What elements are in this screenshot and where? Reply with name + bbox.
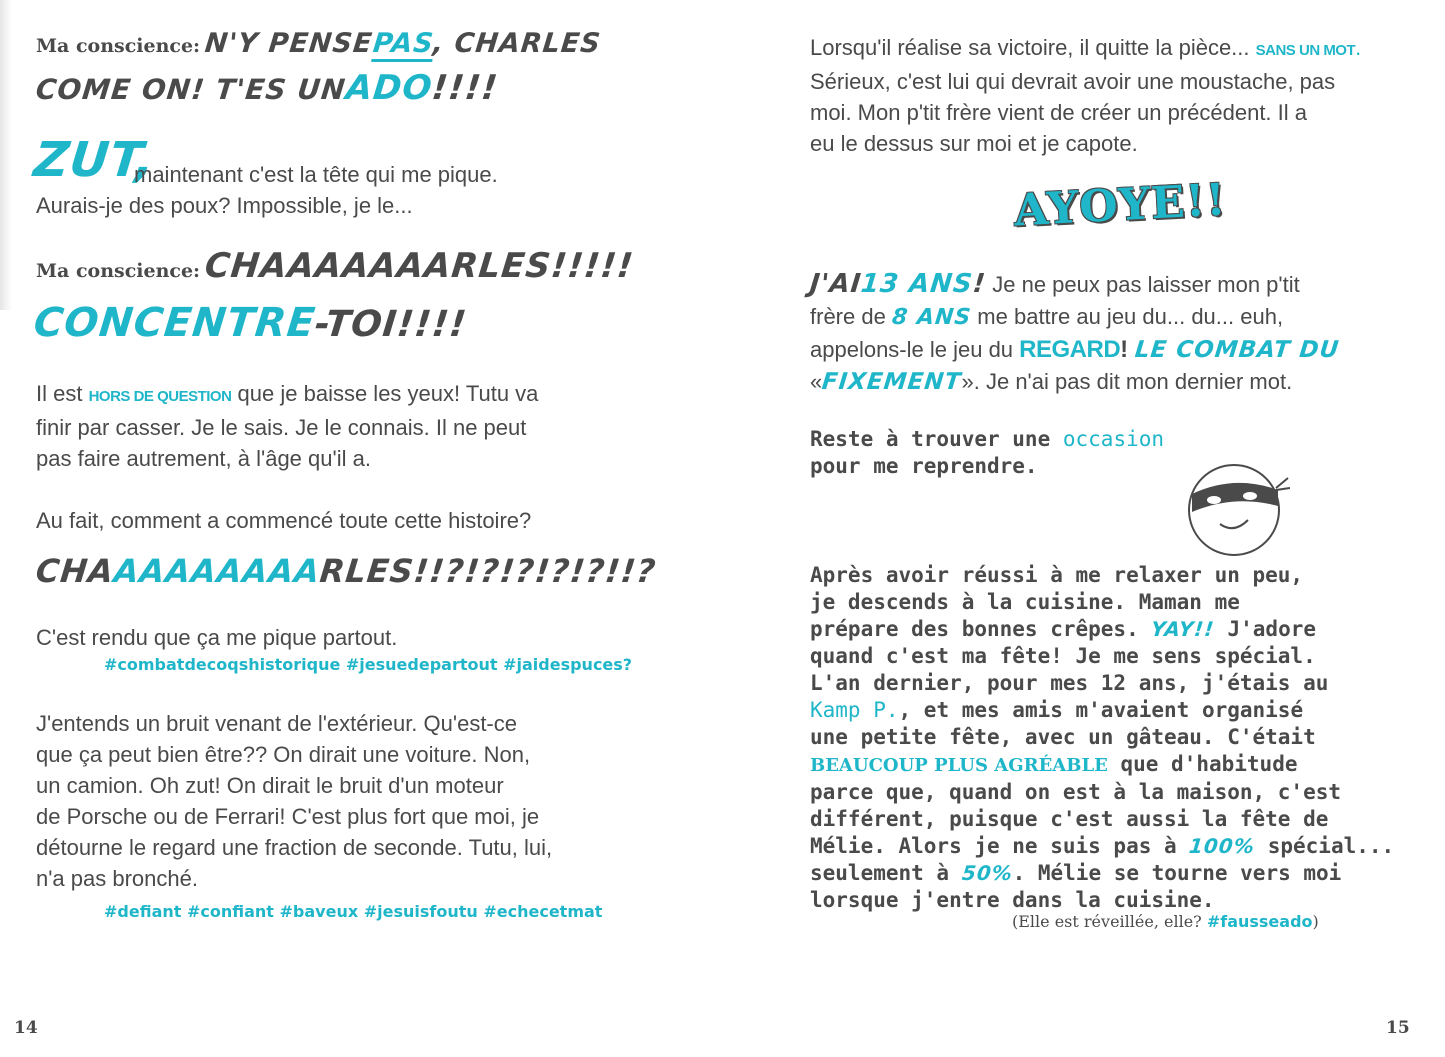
paragraph-2: Au fait, comment a commencé toute cette histoire?: [36, 508, 532, 533]
paragraph-1: Il est HORS DE QUESTION que je baisse les yeux! Tutu va finir par casser. Je le sais. Je le connais. Il ne peut pas faire autrement, à l'âge qu'il a.: [36, 381, 539, 471]
conscience-label: Ma conscience:: [36, 35, 201, 57]
ayoye-exclamation: AYOYE!!: [1012, 174, 1228, 237]
page-number-right: 15: [1386, 1018, 1410, 1038]
charles-long-shout: CHAAAAAAAAARLES!!?!?!?!?!?!!?: [34, 552, 659, 590]
paragraph-3: C'est rendu que ça me pique partout.: [36, 625, 398, 650]
paragraph-4: J'entends un bruit venant de l'extérieur. Qu'est-ce que ça peut bien être?? On dirait une voiture. Non, un camion. Oh zut! On dirait le bruit d'un moteur de Porsche ou de Ferrari! C'est plus fort que moi, je détourne le regard une fraction de seconde. Tutu, lui, n'a pas bronché.: [36, 711, 553, 891]
concentre-toi: CONCENTRE-TOI!!!!: [31, 300, 470, 346]
page-gutter-shadow: [0, 0, 12, 310]
page-number-left: 14: [14, 1018, 38, 1038]
left-page: [0, 0, 722, 1057]
hashtags-2: #defiant #confiant #baveux #jesuisfoutu #echecetmat: [104, 902, 603, 921]
zut-word: ZUT,: [31, 132, 158, 188]
conscience-line-1: Ma conscience: N'Y PENSEPAS, CHARLES: [36, 28, 601, 62]
come-on-line: COME ON! T'ES UNADO!!!!: [34, 68, 501, 108]
zut-text-line-2: Aurais-je des poux? Impossible, je le...: [36, 193, 413, 218]
conscience-line-2: Ma conscience: CHAAAAAAARLES!!!!!: [36, 246, 636, 286]
right-paragraph-4: Après avoir réussi à me relaxer un peu, je descends à la cuisine. Maman me prépare des bonnes crêpes. YAY!! J'adore quand c'est ma fête! Je me sens spécial. L'an dernier, pour mes 12 ans, j'étais au Kamp P., et mes amis m'avaient organisé une petite fête, avec un gâteau. C'était BEAUCOUP PLUS AGRÉABLE que d'habitude parce que, quand on est à la maison, c'est différent, puisque c'est aussi la fête de Mélie. Alors je ne suis pas à 100% spécial... seulement à 50%. Mélie se tourne vers moi lorsque j'entre dans la cuisine.: [810, 563, 1395, 912]
right-paragraph-2: J'AI13 ANS! Je ne peux pas laisser mon p'tit frère de 8 ANS me battre au jeu du... du... euh, appelons-le le jeu du REGARD! LE COMBAT DU «FIXEMENT». Je n'ai pas dit mon dernier mot.: [808, 269, 1341, 395]
right-paragraph-1: Lorsqu'il réalise sa victoire, il quitte la pièce... SANS UN MOT. Sérieux, c'est lui qui devrait avoir une moustache, pas moi. Mon p'tit frère vient de créer un précédent. Il a eu le dessus sur moi et je capote.: [810, 35, 1362, 156]
zut-text-line-1: maintenant c'est la tête qui me pique.: [134, 162, 498, 187]
right-paragraph-3: Reste à trouver une occasion pour me reprendre.: [810, 427, 1165, 478]
aside-note: (Elle est réveillée, elle? #fausseado): [1012, 912, 1319, 931]
right-page: [722, 0, 1445, 1057]
hashtags-1: #combatdecoqshistorique #jesuedepartout #jaidespuces?: [104, 655, 633, 674]
masked-face-icon: [1180, 454, 1290, 558]
